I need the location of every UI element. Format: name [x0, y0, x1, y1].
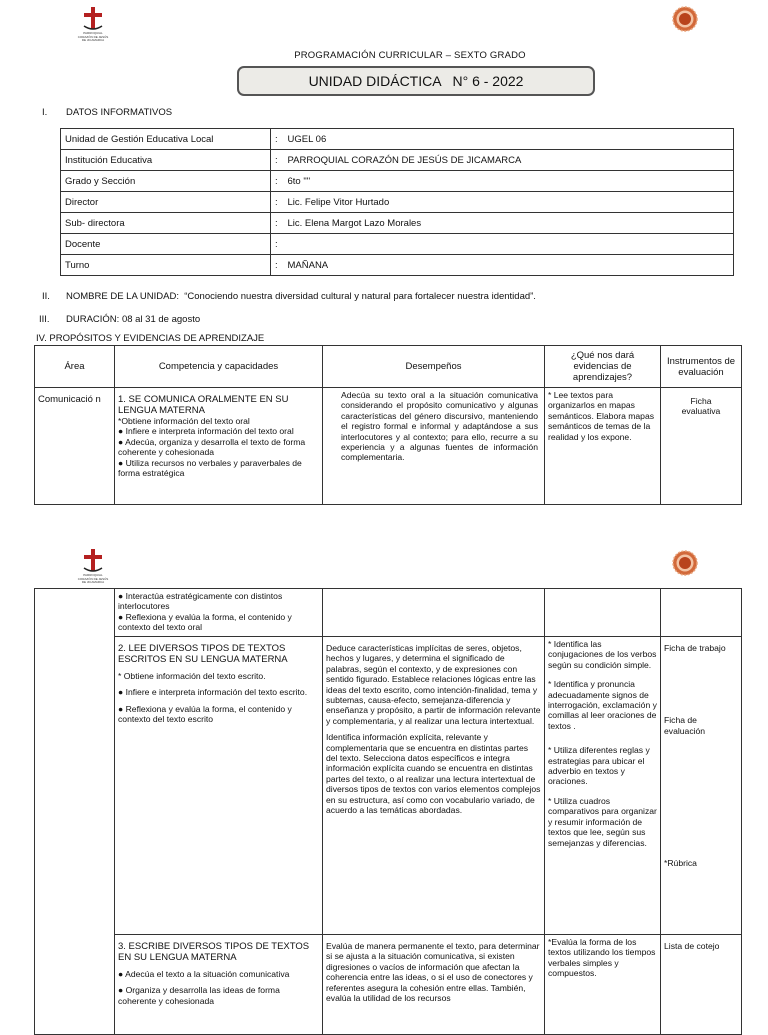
- logo-caption-line: PARROQUIAL: [83, 573, 103, 577]
- capacity-item: ● Infiere e interpreta información del texto escrito.: [118, 687, 308, 698]
- info-label: Sub- directora: [61, 213, 271, 234]
- performance-cell: [323, 637, 545, 935]
- info-table: [60, 128, 734, 276]
- table-row: [35, 637, 742, 935]
- table-header-row: [35, 346, 742, 388]
- competence-title: 2. LEE DIVERSOS TIPOS DE TEXTOS ESCRITOS EN SU LENGUA MATERNA: [118, 643, 288, 665]
- column-header: ¿Qué nos dará evidencias de aprendizajes?: [545, 346, 661, 388]
- info-separator: :: [271, 129, 284, 150]
- info-label: Docente: [61, 234, 271, 255]
- performance-cell: Evalúa de manera permanente el texto, para determinar si se ajusta a la situación comunicativa, si existen digresiones o vacíos de información que afectan la coherencia entre las ideas, o si el uso de conectores y referentes asegura la cohesión entre ellas. También, evalúa la utilidad de los recursos: [323, 935, 545, 1035]
- evidence-item: * Utiliza cuadros comparativos para organizar y resumir información de textos que lee, según sus semejanzas y diferencias.: [548, 795, 657, 848]
- capacity-item: ● Reflexiona y evalúa la forma, el contenido y contexto del texto oral: [118, 611, 292, 633]
- section-4-title: IV. PROPÓSITOS Y EVIDENCIAS DE APRENDIZAJE: [36, 333, 265, 344]
- capacity-item: * Obtiene información del texto escrito.: [118, 671, 266, 681]
- info-label: Director: [61, 192, 271, 213]
- info-label: Turno: [61, 255, 271, 276]
- table-row: [61, 255, 734, 276]
- column-header: Instrumentos de evaluación: [661, 346, 742, 388]
- evidence-cell: * Lee textos para organizarlos en mapas semánticos. Elabora mapas semánticos de temas de la realidad y los expone.: [545, 388, 661, 505]
- info-separator: :: [271, 255, 284, 276]
- logo-caption-line: DE JICAMARCA: [81, 38, 105, 43]
- capacity-item: ● Adecúa, organiza y desarrolla el texto de forma coherente y cohesionada: [118, 436, 306, 458]
- column-header: Competencia y capacidades: [115, 346, 323, 388]
- performance-paragraph: Identifica información explícita, relevante y complementaria que se encuentra en distintas partes del texto. Selecciona datos específicos e integra información explícita cuando se encuentra en distintas partes del texto, o al realizar una lectura intertextual de diversos tipos de textos con varios elementos complejos en su estructura, así como con vocabulario variado, de acuerdo a las temáticas abordadas.: [326, 732, 541, 816]
- logo-caption-line: CORAZÓN DE JESÚS: [77, 576, 109, 581]
- competence-cell: [115, 935, 323, 1035]
- duration-text: DURACIÓN: 08 al 31 de agosto: [66, 314, 201, 325]
- capacity-item: ● Reflexiona y evalúa la forma, el contenido y contexto del texto escrito: [118, 703, 292, 725]
- area-cell: Comunicació n: [35, 388, 115, 505]
- purposes-table: [34, 345, 742, 505]
- capacity-item: ● Utiliza recursos no verbales y paraverbales de forma estratégica: [118, 457, 302, 479]
- document-heading: PROGRAMACIÓN CURRICULAR – SEXTO GRADO: [294, 50, 526, 61]
- instrument-cell: Ficha evaluativa: [661, 388, 742, 505]
- table-row: [61, 171, 734, 192]
- competence-title: 1. SE COMUNICA ORALMENTE EN SU LENGUA MATERNA: [118, 394, 289, 416]
- section-2-number: II.: [42, 291, 50, 302]
- competence-title: 3. ESCRIBE DIVERSOS TIPOS DE TEXTOS EN SU LENGUA MATERNA: [118, 941, 310, 963]
- table-row: [61, 192, 734, 213]
- logo-caption: [72, 574, 114, 585]
- evidence-item: * Identifica las conjugaciones de los verbos según su condición simple.: [548, 639, 657, 670]
- info-separator: :: [271, 150, 284, 171]
- info-label: Unidad de Gestión Educativa Local: [61, 129, 271, 150]
- info-separator: :: [271, 171, 284, 192]
- instrument-cell: [661, 637, 742, 935]
- info-label: Grado y Sección: [61, 171, 271, 192]
- unit-banner-text: UNIDAD DIDÁCTICA N° 6 - 2022: [308, 73, 524, 89]
- evidence-item: * Identifica y pronuncia adecuadamente signos de interrogación, exclamación y comillas al leer oraciones de textos .: [548, 679, 657, 731]
- logo-caption-line: DE JICAMARCA: [81, 580, 105, 585]
- table-row: [61, 213, 734, 234]
- info-label: Institución Educativa: [61, 150, 271, 171]
- performance-cell: Adecúa su texto oral a la situación comunicativa considerando el propósito comunicativo y algunas características del género discursivo, manteniendo el registro formal e informal y adaptándose a sus interlocutores y al contexto; para ello, recurre a su experiencia y a algunas fuentes de información complementaria.: [323, 388, 545, 505]
- competence-cell: [115, 589, 323, 637]
- evidence-item: * Utiliza diferentes reglas y estrategias para ubicar el adverbio en textos y oraciones.: [548, 745, 650, 787]
- performance-cell: [323, 589, 545, 637]
- section-1-title: DATOS INFORMATIVOS: [66, 107, 173, 118]
- info-value: 6to "": [284, 171, 734, 192]
- area-cell: [35, 589, 115, 1035]
- competence-cell: [115, 637, 323, 935]
- table-row: [61, 234, 734, 255]
- logo-caption-line: PARROQUIAL: [83, 31, 103, 35]
- capacity-item: ● Interactúa estratégicamente con distintos interlocutores: [118, 591, 283, 612]
- info-separator: :: [271, 192, 284, 213]
- school-logo: [78, 6, 108, 44]
- capacity-item: ● Adecúa el texto a la situación comunicativa: [118, 969, 290, 979]
- evidence-cell: [545, 637, 661, 935]
- column-header: Área: [35, 346, 115, 388]
- unit-banner: [237, 66, 595, 96]
- instrument-item: *Rúbrica: [664, 858, 697, 869]
- instrument-cell: Lista de cotejo: [661, 935, 742, 1035]
- seal-icon: [672, 550, 698, 576]
- logo-caption-line: CORAZÓN DE JESÚS: [77, 34, 109, 39]
- section-1-number: I.: [42, 107, 48, 118]
- evidence-cell: [545, 589, 661, 637]
- info-separator: :: [271, 213, 284, 234]
- table-row: [35, 935, 742, 1035]
- info-value: UGEL 06: [284, 129, 734, 150]
- table-row: [61, 129, 734, 150]
- table-row: [35, 388, 742, 505]
- evidence-cell: *Evalúa la forma de los textos utilizando los tiempos verbales simples y compuestos.: [545, 935, 661, 1035]
- seal-icon: [672, 6, 698, 32]
- info-value: [284, 234, 734, 255]
- instrument-cell: [661, 589, 742, 637]
- instrument-item: Ficha de trabajo: [664, 643, 726, 653]
- table-row: [61, 150, 734, 171]
- section-3-number: III.: [39, 314, 50, 325]
- instrument-item: Ficha de evaluación: [664, 715, 706, 736]
- competence-cell: [115, 388, 323, 505]
- column-header: Desempeños: [323, 346, 545, 388]
- info-value: MAÑANA: [284, 255, 734, 276]
- purposes-table-continued: [34, 588, 742, 1035]
- capacity-item: *Obtiene información del texto oral: [118, 416, 250, 426]
- capacity-item: ● Infiere e interpreta información del texto oral: [118, 426, 294, 437]
- capacity-item: ● Organiza y desarrolla las ideas de forma coherente y cohesionada: [118, 985, 280, 1006]
- info-value: Lic. Elena Margot Lazo Morales: [284, 213, 734, 234]
- table-row: [35, 589, 742, 637]
- info-value: Lic. Felipe Vitor Hurtado: [284, 192, 734, 213]
- unit-name: “Conociendo nuestra diversidad cultural y natural para fortalecer nuestra identidad”.: [184, 291, 536, 302]
- info-value: PARROQUIAL CORAZÓN DE JESÚS DE JICAMARCA: [284, 150, 734, 171]
- performance-paragraph: Deduce características implícitas de seres, objetos, hechos y lugares, y determina el significado de palabras, según el contexto, y de expresiones con sentido figurado. Establece relaciones lógicas entre las ideas del texto escrito, como intención-finalidad, tema y subtemas, causa-efecto, semejanza-diferencia y enseñanza y propósito, a partir de información relevante y complementaria, y al realizar una lectura intertextual.: [326, 643, 541, 726]
- section-2-line: [66, 291, 536, 302]
- section-2-label: NOMBRE DE LA UNIDAD:: [66, 291, 179, 302]
- info-separator: :: [271, 234, 284, 255]
